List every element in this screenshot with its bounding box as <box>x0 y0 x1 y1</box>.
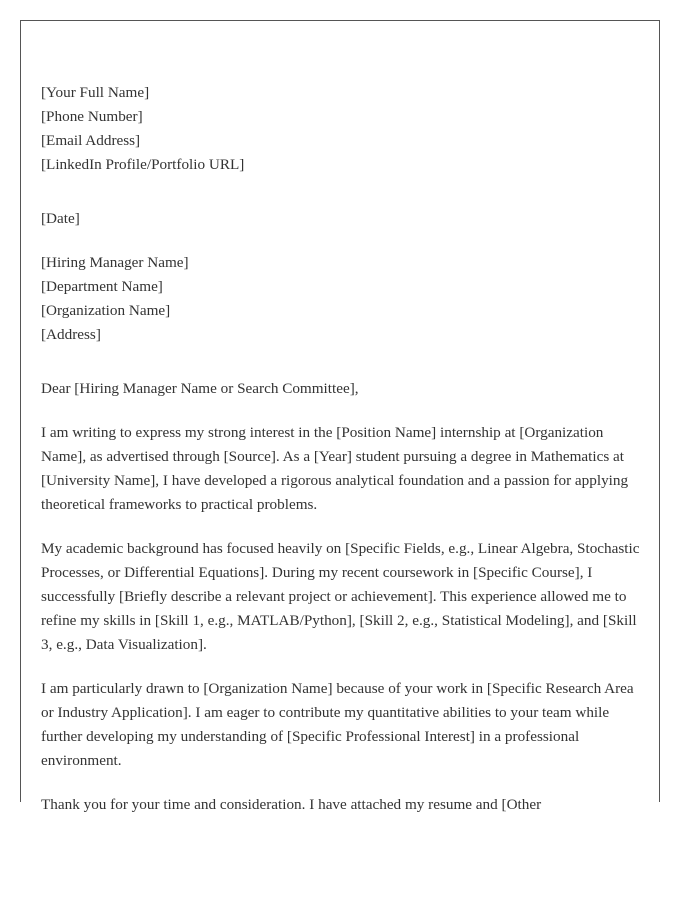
sender-block <box>41 81 645 177</box>
letter-date: [Date] <box>41 210 80 227</box>
recipient-block <box>41 251 645 347</box>
salutation: Dear [Hiring Manager Name or Search Committee], <box>41 380 359 397</box>
recipient-organization: [Organization Name] <box>41 302 171 319</box>
body-paragraph-intro: I am writing to express my strong interest in the [Position Name] internship at [Organization Name], as advertised through [Source]. As a [Year] student pursuing a degree in Mathematics at [University Name], I have developed a rigorous analytical foundation and a passion for applying theoretical frameworks to practical problems. <box>41 424 629 513</box>
sender-name: [Your Full Name] <box>41 84 150 101</box>
date-block <box>41 207 645 231</box>
sender-link: [LinkedIn Profile/Portfolio URL] <box>41 156 245 173</box>
body-paragraph-interest: I am particularly drawn to [Organization Name] because of your work in [Specific Research Area or Industry Application]. I am eager to contribute my quantitative abilities to your team while further developing my understanding of [Specific Professional Interest] in a professional environment. <box>41 680 634 769</box>
letter-page <box>20 20 660 813</box>
recipient-name: [Hiring Manager Name] <box>41 254 189 271</box>
sender-phone: [Phone Number] <box>41 108 143 125</box>
letter-content <box>41 81 645 837</box>
body-paragraph-closing: Thank you for your time and consideration. I have attached my resume and [Other <box>41 796 542 813</box>
recipient-address: [Address] <box>41 326 101 343</box>
recipient-department: [Department Name] <box>41 278 163 295</box>
body-paragraph-background: My academic background has focused heavily on [Specific Fields, e.g., Linear Algebra, Stochastic Processes, or Differential Equations]. During my recent coursework in [Specific Course], I successfully [Briefly describe a relevant project or achievement]. This experience allowed me to refine my skills in [Skill 1, e.g., MATLAB/Python], [Skill 2, e.g., Statistical Modeling], and [Skill 3, e.g., Data Visualization]. <box>41 540 640 653</box>
sender-email: [Email Address] <box>41 132 141 149</box>
